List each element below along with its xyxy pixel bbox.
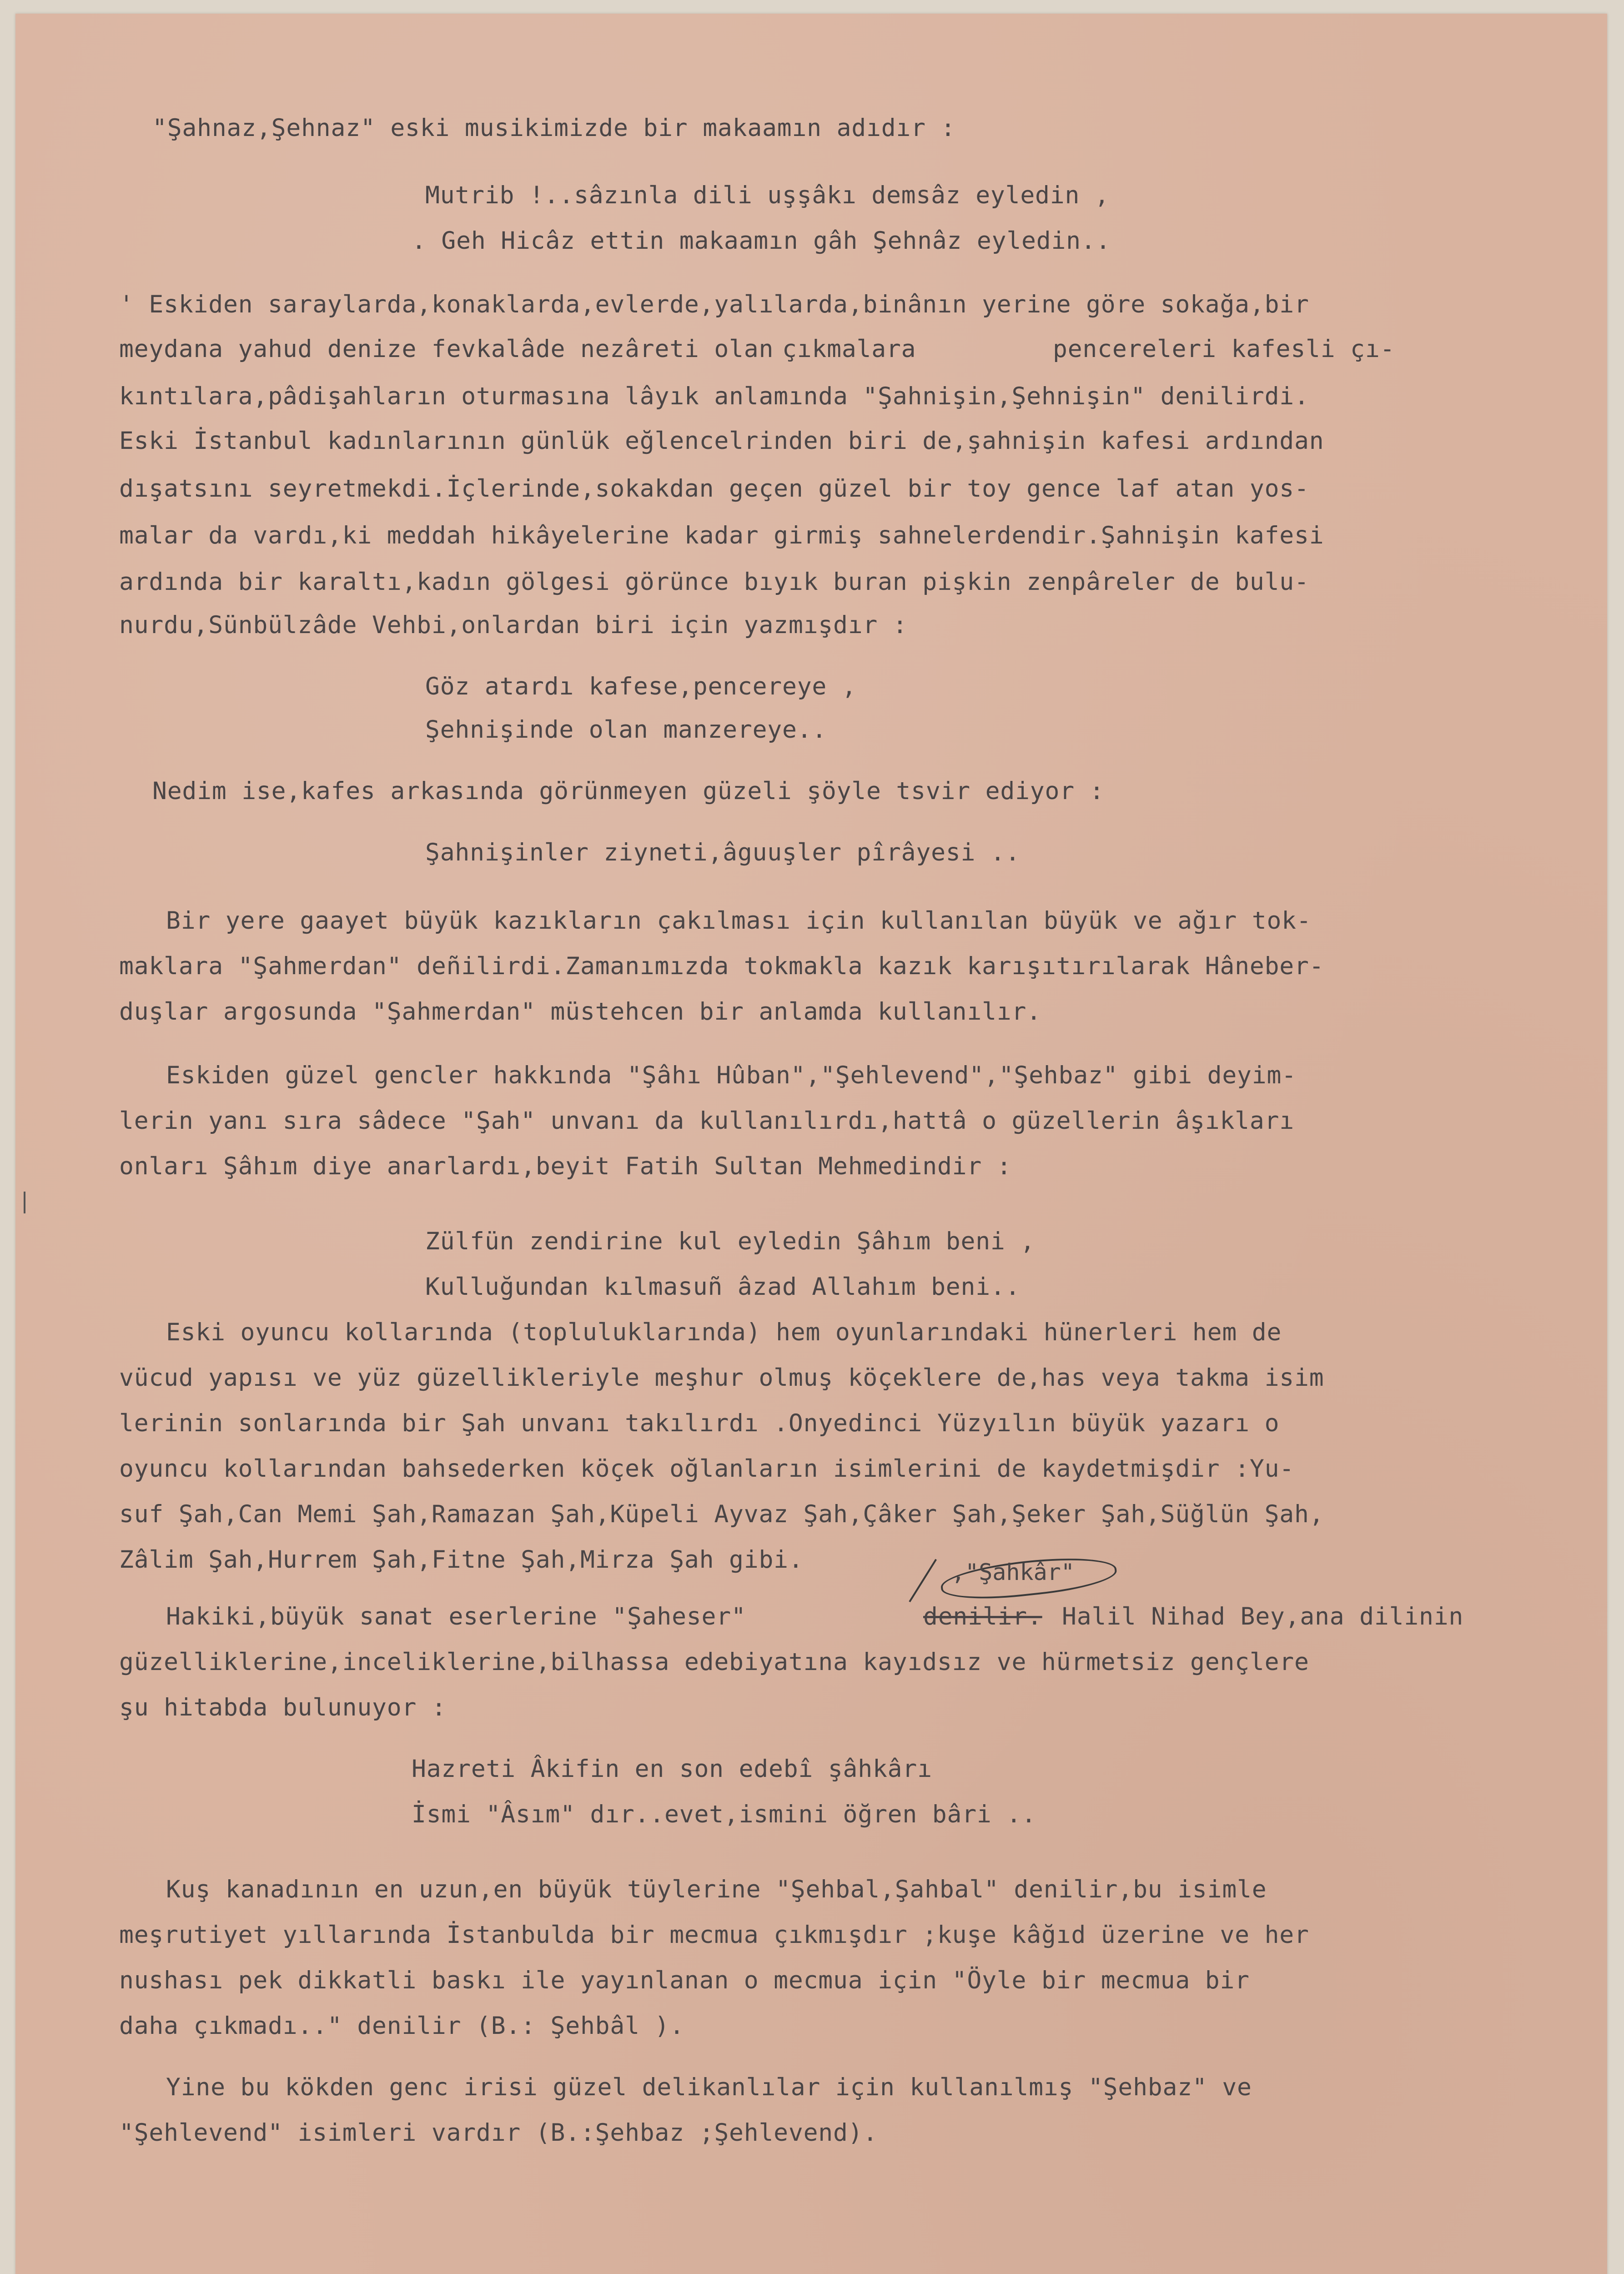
text-line: Eski İstanbul kadınlarının günlük eğlencelrinden biri de,şahnişin kafesi ardından <box>119 427 1324 455</box>
text-line: Eskiden güzel gencler hakkında "Şâhı Hûban","Şehlevend","Şehbaz" gibi deyim- <box>166 1062 1297 1089</box>
text-line: Zâlim Şah,Hurrem Şah,Fitne Şah,Mirza Şah gibi. <box>119 1546 804 1574</box>
text-line: maklara "Şahmerdan" deñilirdi.Zamanımızda tokmakla kazık karışıtırılarak Hâneber- <box>119 952 1324 980</box>
text-line: nushası pek dikkatli baskı ile yayınlanan o mecmua için "Öyle bir mecmua bir <box>119 1967 1250 1994</box>
text-line: vücud yapısı ve yüz güzellikleriyle meşhur olmuş köçeklere de,has veya takma isim <box>119 1364 1324 1392</box>
text-line: Yine bu kökden genc irisi güzel delikanlılar için kullanılmış "Şehbaz" ve <box>166 2073 1252 2101</box>
verse-line: Zülfün zendirine kul eyledin Şâhım beni , <box>425 1228 1036 1255</box>
text-line: dışatsını seyretmekdi.İçlerinde,sokakdan geçen güzel bir toy gence laf atan yos- <box>119 475 1309 503</box>
handwritten-correction: ,"Şahkâr" <box>951 1559 1075 1585</box>
verse-line: Hazreti Âkifin en son edebî şâhkârı <box>412 1755 932 1783</box>
text-line: Kuş kanadının en uzun,en büyük tüylerine "Şehbal,Şahbal" denilir,bu isimle <box>166 1876 1267 1903</box>
text-line: nurdu,Sünbülzâde Vehbi,onlardan biri için yazmışdır : <box>119 611 908 639</box>
text-line: Eski oyuncu kollarında (topluluklarında) hem oyunlarındaki hünerleri hem de <box>166 1318 1282 1346</box>
text-line: lerin yanı sıra sâdece "Şah" unvanı da kullanılırdı,hattâ o güzellerin âşıkları <box>119 1107 1294 1135</box>
text-line: Halil Nihad Bey,ana dilinin <box>1062 1603 1464 1630</box>
text-line: daha çıkmadı.." denilir (B.: Şehbâl ). <box>119 2012 684 2040</box>
text-line: suf Şah,Can Memi Şah,Ramazan Şah,Küpeli Ayvaz Şah,Çâker Şah,Şeker Şah,Süğlün Şah, <box>119 1500 1324 1528</box>
text-line: lerinin sonlarında bir Şah unvanı takılırdı .Onyedinci Yüzyılın büyük yazarı o <box>119 1409 1280 1437</box>
overtyped-word: çıkmalara <box>782 335 916 363</box>
text-line: ardında bir karaltı,kadın gölgesi görünce bıyık buran pişkin zenpâreler de bulu- <box>119 568 1309 596</box>
text-line: Nedim ise,kafes arkasında görünmeyen güzeli şöyle tsvir ediyor : <box>152 777 1105 805</box>
text-line: oyuncu kollarından bahsederken köçek oğlanların isimlerini de kaydetmişdir :Yu- <box>119 1455 1294 1483</box>
text-line: malar da vardı,ki meddah hikâyelerine kadar girmiş sahnelerdendir.Şahnişin kafesi <box>119 522 1324 549</box>
verse-line: Mutrib !..sâzınla dili uşşâkı demsâz eyledin , <box>425 181 1110 209</box>
text-line: pencereleri kafesli çı- <box>1053 335 1395 363</box>
text-line: "Şahnaz,Şehnaz" eski musikimizde bir makaamın adıdır : <box>152 114 956 142</box>
text-line: onları Şâhım diye anarlardı,beyit Fatih Sultan Mehmedindir : <box>119 1152 1012 1180</box>
text-line: meşrutiyet yıllarında İstanbulda bir mecmua çıkmışdır ;kuşe kâğıd üzerine ve her <box>119 1921 1309 1949</box>
verse-line: İsmi "Âsım" dır..evet,ismini öğren bâri .. <box>412 1801 1036 1828</box>
text-line: şu hitabda bulunuyor : <box>119 1694 447 1721</box>
verse-line: Kulluğundan kılmasuñ âzad Allahım beni.. <box>425 1273 1021 1301</box>
text-line: güzelliklerine,inceliklerine,bilhassa edebiyatına kayıdsız ve hürmetsiz gençlere <box>119 1648 1309 1676</box>
text-line: meydana yahud denize fevkalâde nezâreti olan <box>119 335 774 363</box>
text-line: kıntılara,pâdişahların oturmasına lâyık anlamında "Şahnişin,Şehnişin" denilirdi. <box>119 382 1309 410</box>
struck-word: denilir. <box>923 1603 1042 1630</box>
verse-line: Şahnişinler ziyneti,âguuşler pîrâyesi .. <box>425 839 1021 866</box>
text-line: Hakiki,büyük sanat eserlerine "Şaheser" <box>166 1603 746 1630</box>
verse-line: Göz atardı kafese,pencereye , <box>425 673 857 700</box>
text-line: ' Eskiden saraylarda,konaklarda,evlerde,yalılarda,binânın yerine göre sokağa,bir <box>119 291 1309 318</box>
verse-line: Şehnişinde olan manzereye.. <box>425 716 827 744</box>
margin-mark <box>24 1192 25 1213</box>
verse-line: . Geh Hicâz ettin makaamın gâh Şehnâz eyledin.. <box>412 227 1111 255</box>
text-line: "Şehlevend" isimleri vardır (B.:Şehbaz ;Şehlevend). <box>119 2119 878 2147</box>
text-line: duşlar argosunda "Şahmerdan" müstehcen bir anlamda kullanılır. <box>119 998 1041 1026</box>
text-line: Bir yere gaayet büyük kazıkların çakılması için kullanılan büyük ve ağır tok- <box>166 907 1312 935</box>
